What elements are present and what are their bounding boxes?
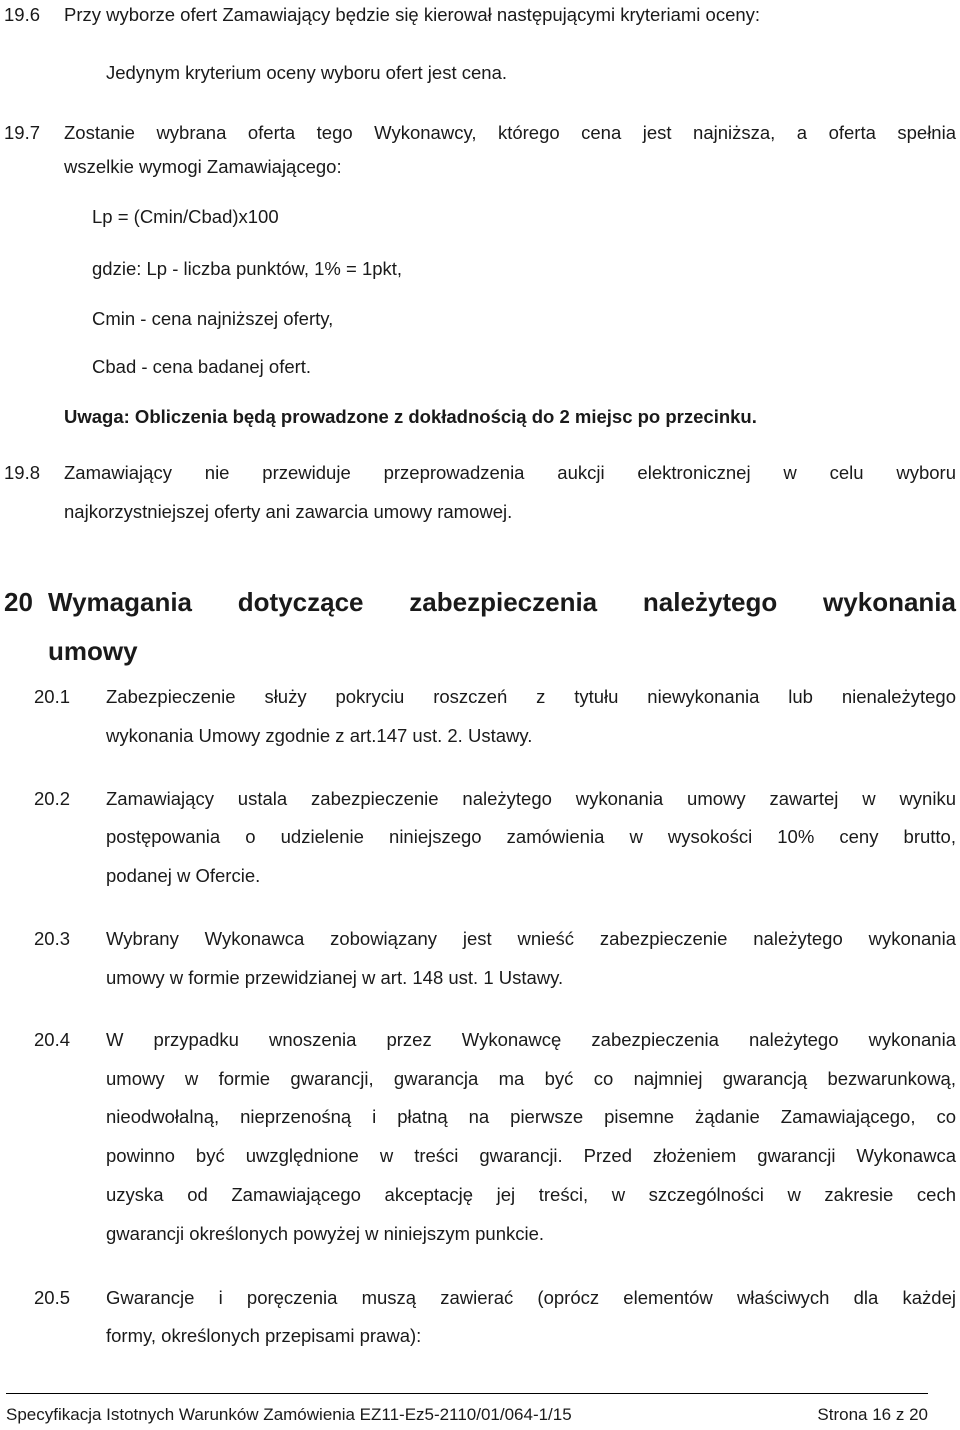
paragraph-line: Zabezpieczenie służy pokryciu roszczeń z tytułu niewykonania lub nienależytego — [106, 686, 956, 707]
section-number: 20.5 — [34, 1287, 71, 1308]
paragraph-line: Gwarancje i poręczenia muszą zawierać (oprócz elementów właściwych dla każdej — [106, 1287, 956, 1308]
section-number: 20.4 — [34, 1029, 71, 1050]
paragraph-line: W przypadku wnoszenia przez Wykonawcę zabezpieczenia należytego wykonania — [106, 1029, 956, 1050]
paragraph-line: postępowania o udzielenie niniejszego zamówienia w wysokości 10% ceny brutto, — [106, 826, 956, 847]
footer-page-number: Strona 16 z 20 — [817, 1405, 928, 1424]
paragraph-line: Zamawiający nie przewiduje przeprowadzenia aukcji elektronicznej w celu wyboru — [64, 462, 956, 483]
paragraph-line: powinno być uwzględnione w treści gwarancji. Przed złożeniem gwarancji Wykonawca — [106, 1145, 956, 1166]
formula: Lp = (Cmin/Cbad)x100 — [92, 206, 279, 227]
paragraph-line: Zostanie wybrana oferta tego Wykonawcy, którego cena jest najniższa, a oferta spełnia — [64, 122, 956, 143]
paragraph-line: Zamawiający ustala zabezpieczenie należytego wykonania umowy zawartej w wyniku — [106, 788, 956, 809]
paragraph-line: uzyska od Zamawiającego akceptację jej treści, w szczególności w zakresie cech — [106, 1184, 956, 1205]
section-heading: Wymagania dotyczące zabezpieczenia należytego wykonania — [48, 587, 956, 617]
section-heading-number: 20 — [4, 587, 33, 617]
formula-legend: Cbad - cena badanej ofert. — [92, 356, 312, 377]
note: Uwaga: Obliczenia będą prowadzone z dokładnością do 2 miejsc po przecinku. — [64, 406, 757, 427]
paragraph-line: gwarancji określonych powyżej w niniejszym punkcie. — [106, 1223, 545, 1244]
section-number: 19.6 — [4, 4, 41, 25]
formula-legend: gdzie: Lp - liczba punktów, 1% = 1pkt, — [92, 258, 403, 279]
footer-divider — [6, 1393, 928, 1394]
section-number: 19.7 — [4, 122, 41, 143]
section-number: 20.2 — [34, 788, 71, 809]
section-heading: umowy — [48, 636, 138, 666]
paragraph-line: wykonania Umowy zgodnie z art.147 ust. 2. Ustawy. — [106, 725, 533, 746]
paragraph-line: najkorzystniejszej oferty ani zawarcia umowy ramowej. — [64, 501, 513, 522]
footer-document-title: Specyfikacja Istotnych Warunków Zamówienia EZ11-Ez5-2110/01/064-1/15 — [6, 1405, 572, 1424]
paragraph-line: Wybrany Wykonawca zobowiązany jest wnieść zabezpieczenie należytego wykonania — [106, 928, 956, 949]
paragraph-line: umowy w formie przewidzianej w art. 148 ust. 1 Ustawy. — [106, 967, 564, 988]
paragraph-line: formy, określonych przepisami prawa): — [106, 1325, 422, 1346]
paragraph-line: wszelkie wymogi Zamawiającego: — [64, 156, 342, 177]
section-number: 20.1 — [34, 686, 71, 707]
paragraph-line: Przy wyborze ofert Zamawiający będzie się kierował następującymi kryteriami oceny: — [64, 4, 761, 25]
paragraph-line: podanej w Ofercie. — [106, 865, 261, 886]
paragraph-line: umowy w formie gwarancji, gwarancja ma być co najmniej gwarancją bezwarunkową, — [106, 1068, 956, 1089]
paragraph-line: nieodwołalną, nieprzenośną i płatną na pierwsze pisemne żądanie Zamawiającego, co — [106, 1106, 956, 1127]
section-number: 19.8 — [4, 462, 41, 483]
section-number: 20.3 — [34, 928, 71, 949]
formula-legend: Cmin - cena najniższej oferty, — [92, 308, 334, 329]
criterion-text: Jedynym kryterium oceny wyboru ofert jest cena. — [106, 62, 507, 83]
